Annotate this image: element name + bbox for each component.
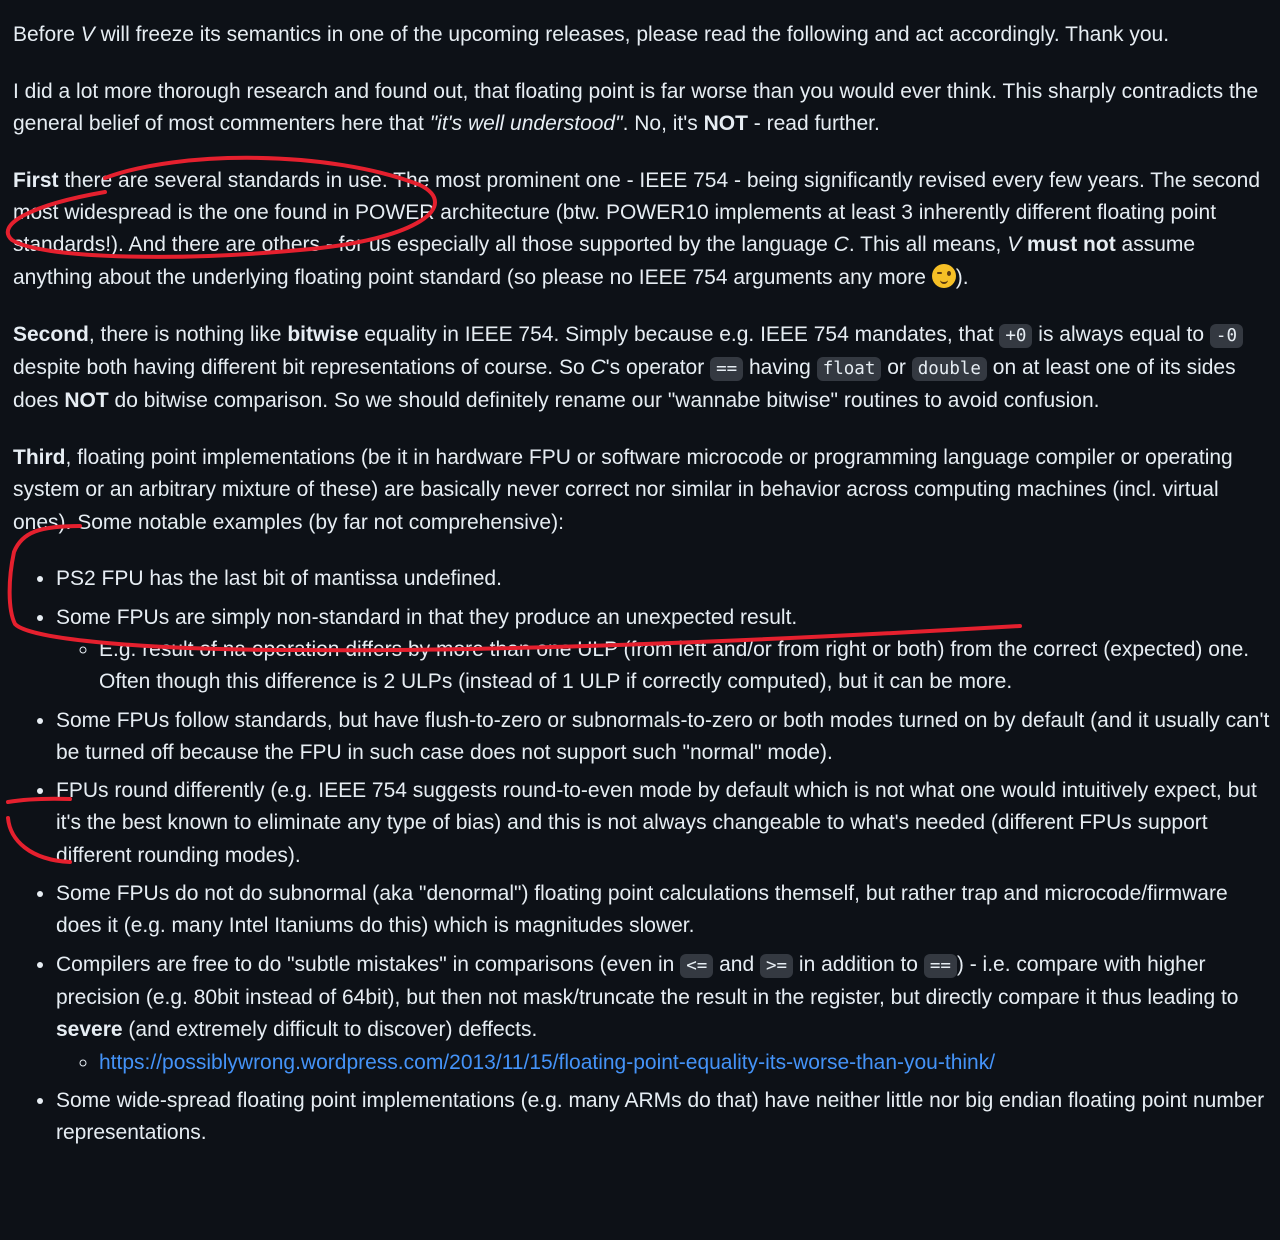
possiblywrong-link[interactable]: https://possiblywrong.wordpress.com/2013/11/15/floating-point-equality-its-worse-than-you-think/ xyxy=(99,1050,996,1074)
text: (and extremely difficult to discover) deffects. xyxy=(122,1018,538,1042)
text: is always equal to xyxy=(1032,322,1210,346)
text: ) - i.e. compare with higher precision (e.g. 80bit instead of 64bit), but then not mask/truncate the result in the register, but directly compare it thus leading to xyxy=(56,952,1239,1009)
text: ). xyxy=(955,265,969,289)
text: I did a lot more thorough research and found out, that floating point is far worse than you would ever think. This sharply contradicts the general belief of most commenters here that xyxy=(13,79,1259,136)
list-item-text: E.g. result of na operation differs by more than one ULP (from left and/or from right or both) from the correct (expected) one. Often though this difference is 2 ULPs (instead of 1 ULP if correctly computed), but it can be more. xyxy=(99,637,1250,694)
code-plus-zero: +0 xyxy=(999,324,1032,348)
list-item xyxy=(56,949,1270,1079)
text: , there is nothing like xyxy=(88,322,288,346)
code-minus-zero: -0 xyxy=(1210,324,1243,348)
code-less-equal: <= xyxy=(680,954,713,978)
list-item xyxy=(56,602,1270,699)
text: . This all means, xyxy=(848,233,1008,257)
c-language-name: C xyxy=(590,355,606,379)
code-greater-equal: >= xyxy=(760,954,793,978)
paragraph-third xyxy=(13,442,1270,539)
emphasis-must-not: must not xyxy=(1027,233,1116,257)
paragraph-second xyxy=(13,319,1270,418)
sub-list xyxy=(56,634,1270,699)
text: , floating point implementations (be it in hardware FPU or software microcode or programming language compiler or operating system or an arbitrary mixture of these) are basically never correct nor similar in behavior across computing machines (incl. virtual ones). Some notable examples (by far not comprehensive): xyxy=(13,445,1233,534)
code-equality-operator: == xyxy=(710,357,743,381)
quote: "it's well understood" xyxy=(429,112,623,136)
text: equality in IEEE 754. Simply because e.g. IEEE 754 mandates, that xyxy=(358,322,1000,346)
text: do bitwise comparison. So we should definitely rename our "wannabe bitwise" routines to avoid confusion. xyxy=(108,389,1100,413)
text: 's operator xyxy=(605,355,711,379)
list-item-text: Some FPUs follow standards, but have flush-to-zero or subnormals-to-zero or both modes turned on by default (and it usually can't be turned off because the FPU in such case does not support such "normal" mode). xyxy=(56,708,1270,764)
code-equality-operator: == xyxy=(924,954,957,978)
text: and xyxy=(713,952,760,976)
sub-list xyxy=(56,1047,1270,1079)
list-item-text: PS2 FPU has the last bit of mantissa undefined. xyxy=(56,567,502,591)
emphasis-not: NOT xyxy=(64,389,109,413)
comment-body xyxy=(13,19,1270,1155)
list-item-text: Some FPUs do not do subnormal (aka "denormal") floating point calculations themself, but rather trap and microcode/firmware does it (e.g. many Intel Itaniums do this) which is magnitudes slower. xyxy=(56,882,1228,938)
v-language-name: V xyxy=(80,23,95,46)
text: despite both having different bit representations of course. So xyxy=(13,355,591,379)
text: - read further. xyxy=(747,112,880,136)
list-item xyxy=(56,563,1270,595)
sub-list-item xyxy=(99,634,1270,699)
paragraph-first xyxy=(13,165,1270,294)
text: . No, it's xyxy=(622,112,704,136)
sub-list-item xyxy=(99,1047,1270,1079)
heading-third: Third xyxy=(13,445,66,469)
text: or xyxy=(881,355,912,379)
list-item-text: Some FPUs are simply non-standard in that they produce an unexpected result. xyxy=(56,605,798,629)
text: there are several standards in use. The most prominent one - IEEE 754 - being significantly revised every few years. The second most widespread is the one found in POWER architecture (btw. POWER10 implements at least 3 inherently different floating point standards!). And there are others - for us especially all those supported by the language xyxy=(13,168,1261,257)
list-item xyxy=(56,775,1270,872)
text: Before xyxy=(13,23,81,46)
text: Compilers are free to do "subtle mistakes" in comparisons (even in xyxy=(56,952,681,976)
code-float: float xyxy=(817,357,882,381)
heading-first: First xyxy=(13,168,59,192)
text: will freeze its semantics in one of the upcoming releases, please read the following and act accordingly. Thank you. xyxy=(94,23,1170,46)
examples-list xyxy=(13,563,1270,1149)
paragraph-intro xyxy=(13,19,1270,51)
v-language-name: V xyxy=(1007,233,1022,257)
text: having xyxy=(743,355,817,379)
text: in addition to xyxy=(793,952,924,976)
emphasis-not: NOT xyxy=(703,112,748,136)
list-item xyxy=(56,705,1270,770)
paragraph-research xyxy=(13,76,1270,141)
winking-face-icon xyxy=(932,264,956,288)
text: on at least one of its sides does xyxy=(13,355,1236,413)
list-item xyxy=(56,878,1270,943)
heading-second: Second xyxy=(13,322,89,346)
text: assume anything about the underlying floating point standard (so please no IEEE 754 arguments any more xyxy=(13,233,1196,289)
emphasis-bitwise: bitwise xyxy=(287,322,359,346)
code-double: double xyxy=(912,357,987,381)
list-item xyxy=(56,1085,1270,1150)
list-item-text: Some wide-spread floating point implementations (e.g. many ARMs do that) have neither little nor big endian floating point number representations. xyxy=(56,1088,1265,1145)
c-language-name: C xyxy=(833,233,849,257)
list-item-text: FPUs round differently (e.g. IEEE 754 suggests round-to-even mode by default which is not what one would intuitively expect, but it's the best known to eliminate any type of bias) and this is not always changeable to what's needed (different FPUs support different rounding modes). xyxy=(56,779,1257,867)
emphasis-severe: severe xyxy=(56,1018,123,1042)
